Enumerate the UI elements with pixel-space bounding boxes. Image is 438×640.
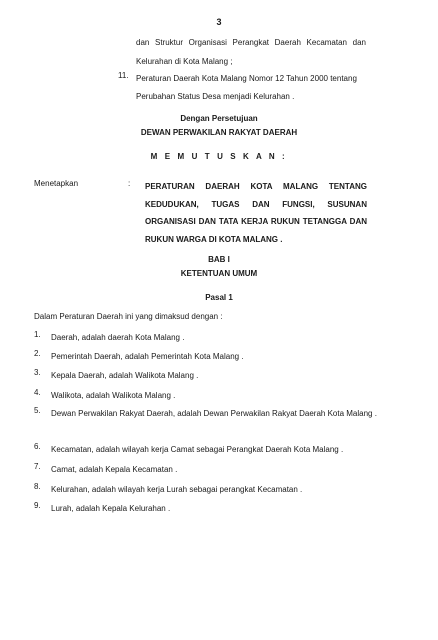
- item-11-number: 11.: [118, 71, 129, 80]
- definition-text: Pemerintah Daerah, adalah Pemerintah Kota Malang .: [51, 352, 244, 361]
- definition-text: Kecamatan, adalah wilayah kerja Camat sebagai Perangkat Daerah Kota Malang .: [51, 445, 344, 454]
- continuation-text: dan Struktur Organisasi Perangkat Daerah Kecamatan dan Kelurahan di Kota Malang ;: [136, 38, 366, 66]
- menetapkan-label: Menetapkan: [34, 179, 79, 188]
- council-name: DEWAN PERWAKILAN RAKYAT DAERAH: [140, 128, 298, 137]
- decides-heading: M E M U T U S K A N :: [150, 152, 288, 161]
- definition-number: 3.: [34, 368, 41, 377]
- definition-text: Lurah, adalah Kepala Kelurahan .: [51, 504, 171, 513]
- definition-number: 5.: [34, 406, 41, 415]
- page-number: 3: [216, 17, 222, 27]
- article-heading: Pasal 1: [205, 293, 233, 302]
- definition-number: 4.: [34, 388, 41, 397]
- item-11-text: Peraturan Daerah Kota Malang Nomor 12 Tahun 2000 tentang Perubahan Status Desa menjadi Kelurahan .: [136, 74, 357, 101]
- definition-text: Dewan Perwakilan Rakyat Daerah, adalah Dewan Perwakilan Rakyat Daerah Kota Malang .: [51, 409, 377, 418]
- approval-heading: Dengan Persetujuan: [180, 114, 258, 123]
- chapter-title: KETENTUAN UMUM: [180, 269, 258, 278]
- definition-number: 9.: [34, 501, 41, 510]
- menetapkan-colon: :: [128, 179, 131, 188]
- definition-number: 8.: [34, 482, 41, 491]
- definitions-intro: Dalam Peraturan Daerah ini yang dimaksud dengan :: [34, 312, 223, 321]
- chapter-number: BAB I: [208, 255, 230, 264]
- definition-text: Camat, adalah Kepala Kecamatan .: [51, 465, 178, 474]
- definition-number: 1.: [34, 330, 41, 339]
- definition-text: Kepala Daerah, adalah Walikota Malang .: [51, 371, 199, 380]
- definition-text: Kelurahan, adalah wilayah kerja Lurah sebagai perangkat Kecamatan .: [51, 485, 303, 494]
- definition-number: 7.: [34, 462, 41, 471]
- definition-number: 2.: [34, 349, 41, 358]
- definition-text: Daerah, adalah daerah Kota Malang .: [51, 333, 185, 342]
- definition-text: Walikota, adalah Walikota Malang .: [51, 391, 176, 400]
- regulation-title: PERATURAN DAERAH KOTA MALANG TENTANG KEDUDUKAN, TUGAS DAN FUNGSI, SUSUNAN ORGANISASI DAN TATA KERJA RUKUN TETANGGA DAN RUKUN WARGA DI KOTA MALANG .: [145, 182, 367, 244]
- definition-number: 6.: [34, 442, 41, 451]
